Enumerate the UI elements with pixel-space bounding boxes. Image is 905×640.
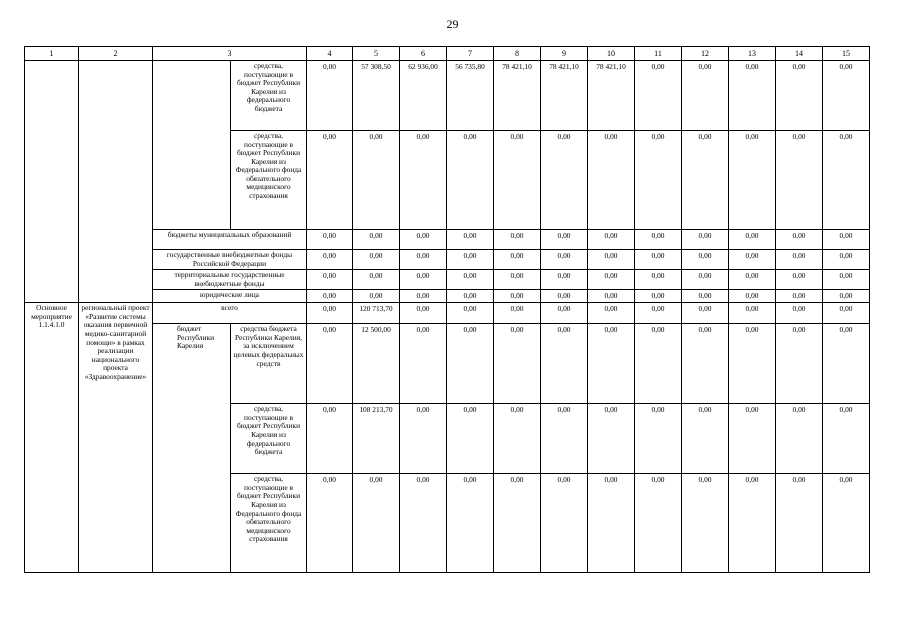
source-cell: территориальные государственные внебюджетные фонды <box>153 270 307 290</box>
value-cell: 0,00 <box>541 270 588 290</box>
header-cell: 15 <box>823 47 870 61</box>
value-cell: 0,00 <box>682 474 729 573</box>
header-cell: 7 <box>447 47 494 61</box>
header-cell: 8 <box>494 47 541 61</box>
value-cell: 0,00 <box>494 303 541 324</box>
value-cell: 0,00 <box>541 474 588 573</box>
value-cell: 0,00 <box>823 250 870 270</box>
value-cell: 0,00 <box>729 324 776 404</box>
value-cell: 0,00 <box>776 474 823 573</box>
value-cell: 0,00 <box>729 404 776 474</box>
value-cell: 0,00 <box>541 324 588 404</box>
value-cell: 0,00 <box>494 474 541 573</box>
value-cell: 0,00 <box>307 290 353 303</box>
value-cell: 0,00 <box>494 290 541 303</box>
value-cell: 0,00 <box>635 303 682 324</box>
source-cell: юридические лица <box>153 290 307 303</box>
value-cell: 0,00 <box>823 290 870 303</box>
value-cell: 0,00 <box>635 270 682 290</box>
value-cell: 0,00 <box>307 324 353 404</box>
header-cell: 6 <box>400 47 447 61</box>
value-cell: 0,00 <box>823 61 870 131</box>
value-cell: 0,00 <box>447 131 494 230</box>
value-cell: 0,00 <box>776 250 823 270</box>
value-cell: 0,00 <box>447 270 494 290</box>
value-cell: 0,00 <box>729 131 776 230</box>
value-cell: 0,00 <box>588 131 635 230</box>
measure-name: региональный проект «Развитие системы оказания первичной медико-санитарной помощи» в рамках реализации национального проекта «Здравоохранение» <box>79 303 153 573</box>
value-cell: 0,00 <box>353 290 400 303</box>
value-cell: 0,00 <box>682 230 729 250</box>
value-cell: 0,00 <box>682 270 729 290</box>
value-cell: 0,00 <box>588 404 635 474</box>
source-cell: средства, поступающие в бюджет Республики Карелия из Федерального фонда обязательного медицинского страхования <box>231 474 307 573</box>
value-cell: 0,00 <box>447 474 494 573</box>
value-cell: 0,00 <box>307 270 353 290</box>
value-cell: 78 421,10 <box>588 61 635 131</box>
value-cell: 0,00 <box>307 404 353 474</box>
value-cell: 0,00 <box>307 230 353 250</box>
value-cell: 0,00 <box>588 474 635 573</box>
value-cell: 0,00 <box>729 250 776 270</box>
measure-status: Основное мероприятие 1.1.4.1.0 <box>25 303 79 573</box>
value-cell: 0,00 <box>823 404 870 474</box>
value-cell: 0,00 <box>353 230 400 250</box>
value-cell: 0,00 <box>776 230 823 250</box>
value-cell: 0,00 <box>823 230 870 250</box>
value-cell: 12 500,00 <box>353 324 400 404</box>
source-cell: средства, поступающие в бюджет Республики Карелия из Федерального фонда обязательного медицинского страхования <box>231 131 307 230</box>
value-cell: 0,00 <box>494 250 541 270</box>
value-cell: 0,00 <box>823 474 870 573</box>
value-cell: 0,00 <box>682 404 729 474</box>
budget-table <box>24 46 870 573</box>
value-cell: 0,00 <box>635 230 682 250</box>
value-cell: 0,00 <box>635 324 682 404</box>
value-cell: 0,00 <box>823 131 870 230</box>
source-cell: средства бюджета Республики Карелия, за исключением целевых федеральных средств <box>231 324 307 404</box>
source-cell: всего <box>153 303 307 324</box>
header-cell: 12 <box>682 47 729 61</box>
value-cell: 0,00 <box>447 290 494 303</box>
source-cell: средства, поступающие в бюджет Республики Карелия из федерального бюджета <box>231 404 307 474</box>
value-cell: 0,00 <box>353 250 400 270</box>
value-cell: 0,00 <box>588 303 635 324</box>
value-cell: 0,00 <box>400 474 447 573</box>
value-cell: 0,00 <box>541 131 588 230</box>
value-cell: 0,00 <box>823 303 870 324</box>
value-cell: 0,00 <box>682 303 729 324</box>
value-cell: 0,00 <box>494 131 541 230</box>
value-cell: 0,00 <box>635 290 682 303</box>
value-cell: 78 421,10 <box>541 61 588 131</box>
value-cell: 0,00 <box>729 61 776 131</box>
value-cell: 0,00 <box>682 324 729 404</box>
source-cell: государственные внебюджетные фонды Российской Федерации <box>153 250 307 270</box>
header-row <box>25 47 870 61</box>
header-cell: 3 <box>153 47 307 61</box>
header-cell: 11 <box>635 47 682 61</box>
value-cell: 62 936,00 <box>400 61 447 131</box>
value-cell: 0,00 <box>400 250 447 270</box>
value-cell: 0,00 <box>682 290 729 303</box>
value-cell: 0,00 <box>447 250 494 270</box>
value-cell: 0,00 <box>494 324 541 404</box>
value-cell: 0,00 <box>682 250 729 270</box>
value-cell: 0,00 <box>588 250 635 270</box>
source-cell: бюджеты муниципальных образований <box>153 230 307 250</box>
value-cell: 0,00 <box>729 303 776 324</box>
value-cell: 0,00 <box>353 474 400 573</box>
value-cell: 0,00 <box>776 61 823 131</box>
value-cell: 0,00 <box>729 290 776 303</box>
value-cell: 78 421,10 <box>494 61 541 131</box>
value-cell: 0,00 <box>541 303 588 324</box>
value-cell: 120 713,70 <box>353 303 400 324</box>
value-cell: 0,00 <box>776 290 823 303</box>
source-cell: средства, поступающие в бюджет Республики Карелия из федерального бюджета <box>231 61 307 131</box>
value-cell: 0,00 <box>729 270 776 290</box>
value-cell: 0,00 <box>541 250 588 270</box>
value-cell: 0,00 <box>447 404 494 474</box>
value-cell: 0,00 <box>635 131 682 230</box>
value-cell: 108 213,70 <box>353 404 400 474</box>
header-cell: 2 <box>79 47 153 61</box>
header-cell: 14 <box>776 47 823 61</box>
value-cell: 0,00 <box>541 404 588 474</box>
header-cell: 10 <box>588 47 635 61</box>
value-cell: 0,00 <box>307 250 353 270</box>
value-cell: 57 308,50 <box>353 61 400 131</box>
value-cell: 0,00 <box>823 324 870 404</box>
value-cell: 0,00 <box>447 230 494 250</box>
value-cell: 0,00 <box>400 303 447 324</box>
value-cell: 0,00 <box>447 303 494 324</box>
value-cell: 0,00 <box>635 404 682 474</box>
value-cell: 0,00 <box>307 131 353 230</box>
value-cell: 0,00 <box>400 131 447 230</box>
value-cell: 0,00 <box>588 270 635 290</box>
value-cell: 0,00 <box>682 131 729 230</box>
value-cell: 0,00 <box>776 131 823 230</box>
table-row <box>25 61 870 131</box>
value-cell: 0,00 <box>307 474 353 573</box>
header-cell: 5 <box>353 47 400 61</box>
value-cell: 0,00 <box>588 324 635 404</box>
value-cell: 0,00 <box>400 404 447 474</box>
value-cell: 0,00 <box>307 61 353 131</box>
value-cell: 0,00 <box>729 474 776 573</box>
value-cell: 0,00 <box>729 230 776 250</box>
value-cell: 0,00 <box>823 270 870 290</box>
value-cell: 0,00 <box>400 290 447 303</box>
value-cell: 0,00 <box>776 324 823 404</box>
header-cell: 4 <box>307 47 353 61</box>
value-cell: 0,00 <box>776 303 823 324</box>
value-cell: 0,00 <box>400 324 447 404</box>
value-cell: 0,00 <box>447 324 494 404</box>
value-cell: 56 735,80 <box>447 61 494 131</box>
value-cell: 0,00 <box>635 474 682 573</box>
value-cell: 0,00 <box>400 230 447 250</box>
value-cell: 0,00 <box>776 404 823 474</box>
value-cell: 0,00 <box>588 230 635 250</box>
value-cell: 0,00 <box>588 290 635 303</box>
table-row <box>25 303 870 324</box>
value-cell: 0,00 <box>776 270 823 290</box>
header-cell: 9 <box>541 47 588 61</box>
value-cell: 0,00 <box>494 404 541 474</box>
value-cell: 0,00 <box>353 131 400 230</box>
value-cell: 0,00 <box>635 250 682 270</box>
value-cell: 0,00 <box>307 303 353 324</box>
header-cell: 1 <box>25 47 79 61</box>
value-cell: 0,00 <box>541 230 588 250</box>
value-cell: 0,00 <box>635 61 682 131</box>
value-cell: 0,00 <box>400 270 447 290</box>
budget-rk-label: бюджет Республики Карелия <box>153 324 231 573</box>
value-cell: 0,00 <box>494 270 541 290</box>
value-cell: 0,00 <box>682 61 729 131</box>
value-cell: 0,00 <box>353 270 400 290</box>
value-cell: 0,00 <box>494 230 541 250</box>
header-cell: 13 <box>729 47 776 61</box>
page-number: 29 <box>446 17 459 31</box>
value-cell: 0,00 <box>541 290 588 303</box>
